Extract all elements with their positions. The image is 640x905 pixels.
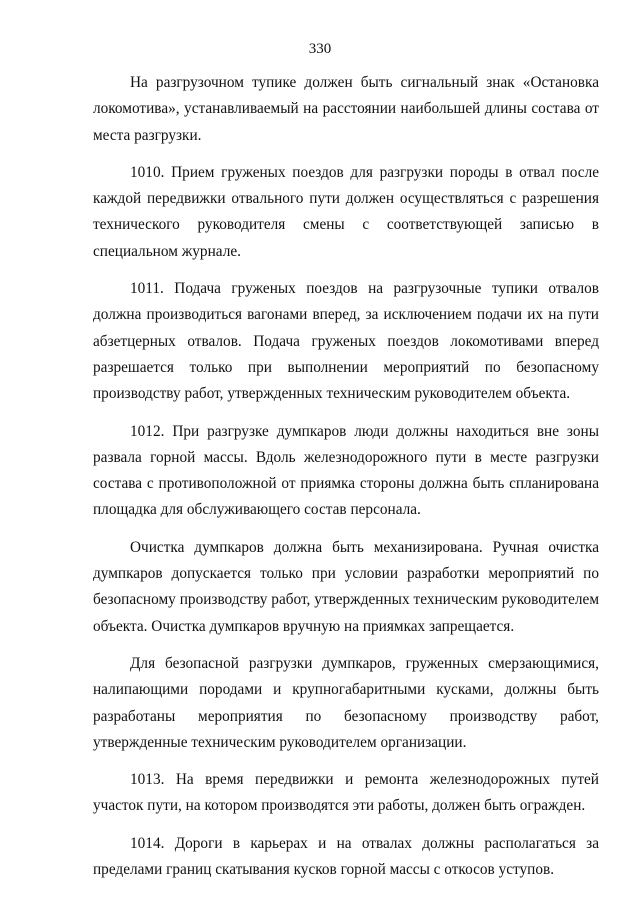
paragraph-1014: 1014. Дороги в карьерах и на отвалах должны располагаться за пределами границ скатывания кусков горной массы с откосов уступов.	[93, 834, 599, 879]
paragraph-1012: 1012. При разгрузке думпкаров люди должны находиться вне зоны развала горной массы. Вдоль железнодорожного пути в месте разгрузки состава с противоположной от приямка стороны должна быть спланирована площадка для обслуживающего состав персонала.	[93, 422, 599, 519]
page-number: 330	[308, 41, 332, 57]
paragraph-signal-sign: На разгрузочном тупике должен быть сигнальный знак «Остановка локомотива», устанавливаемый на расстоянии наибольшей длины состава от места разгрузки.	[93, 74, 599, 144]
paragraph-1013: 1013. На время передвижки и ремонта железнодорожных путей участок пути, на котором производятся эти работы, должен быть огражден.	[93, 771, 599, 815]
paragraph-frozen-rock-unloading: Для безопасной разгрузки думпкаров, груженных смерзающимися, налипающими породами и крупногабаритными кусками, должны быть разработаны мероприятия по безопасному производству работ, утвержденные техническим руководителем организации.	[93, 654, 599, 751]
document-body	[93, 70, 599, 894]
paragraph-dumpcar-cleaning: Очистка думпкаров должна быть механизирована. Ручная очистка думпкаров допускается только при условии разработки мероприятий по безопасному производству работ, утвержденных техническим руководителем объекта. Очистка думпкаров вручную на приямках запрещается.	[93, 538, 599, 635]
paragraph-1011: 1011. Подача груженых поездов на разгрузочные тупики отвалов должна производиться вагонами вперед, за исключением подачи их на пути абзетцерных отвалов. Подача груженых поездов локомотивами вперед разрешается только при выполнении мероприятий по безопасному производству работ, утвержденных техническим руководителем объекта.	[93, 280, 599, 403]
paragraph-1010: 1010. Прием груженых поездов для разгрузки породы в отвал после каждой передвижки отвального пути должен осуществляться с разрешения технического руководителя смены с соответствующей записью в специальном журнале.	[93, 163, 599, 260]
